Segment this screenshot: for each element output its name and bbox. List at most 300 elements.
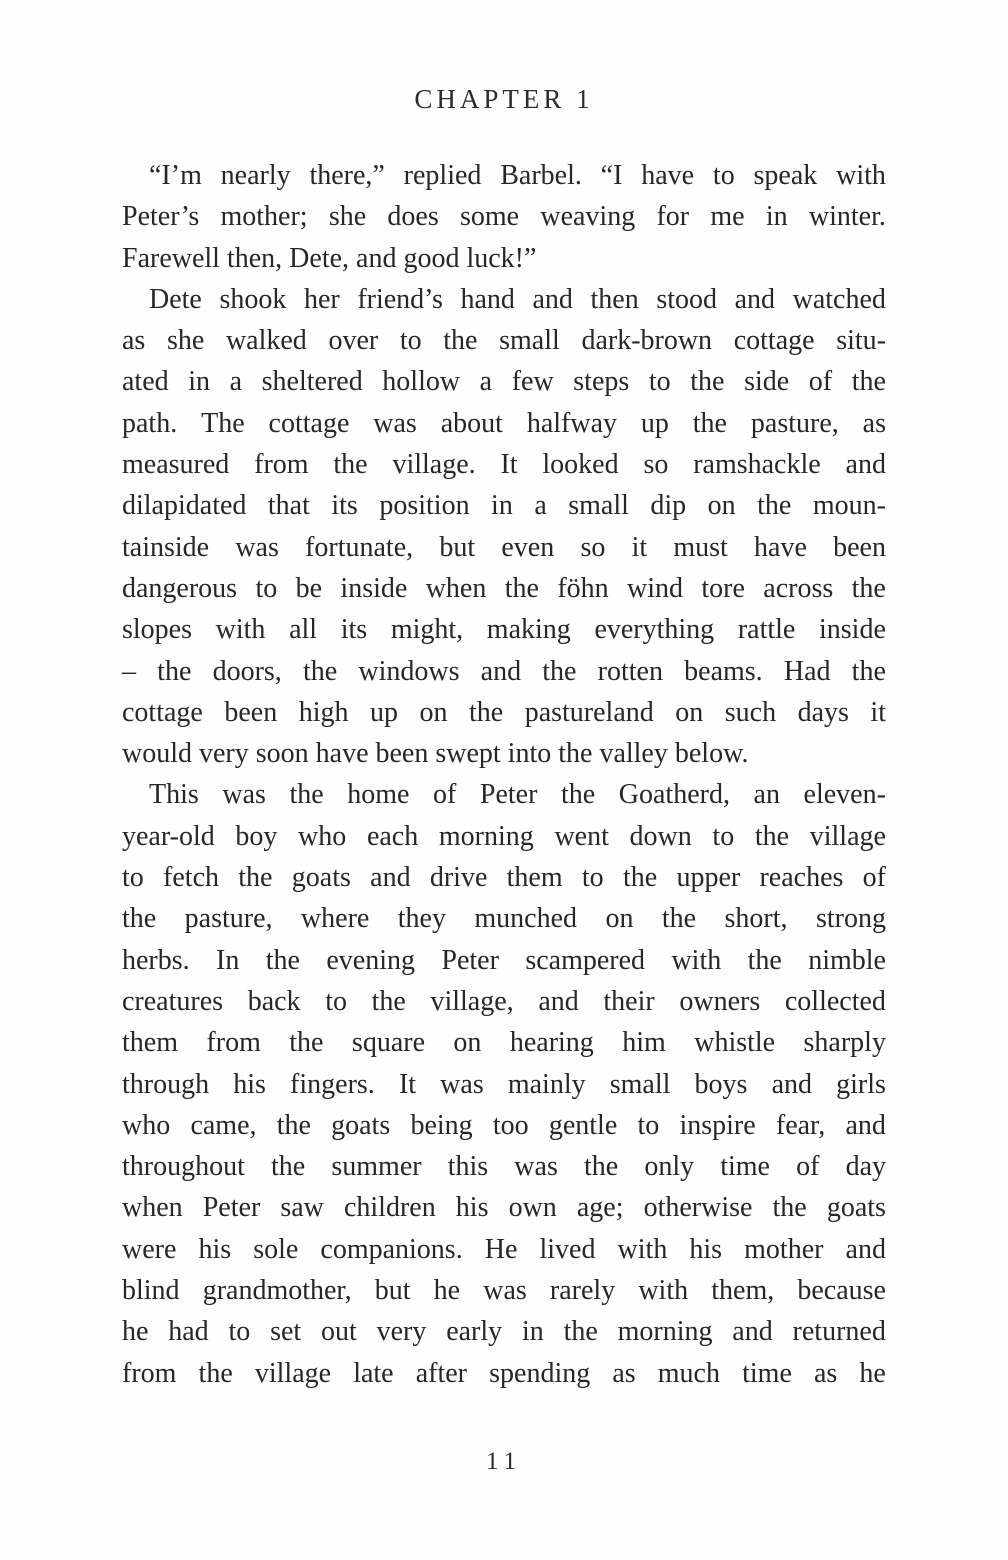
word: much xyxy=(657,1357,720,1389)
word: over xyxy=(328,325,379,357)
word: she xyxy=(328,201,367,233)
word: its xyxy=(340,614,368,646)
text-line xyxy=(122,1229,886,1270)
word: up xyxy=(640,407,669,439)
word: when xyxy=(122,1192,183,1224)
word: and xyxy=(480,655,522,687)
word: some xyxy=(460,201,520,233)
text-line xyxy=(122,1187,886,1228)
word: in xyxy=(188,366,211,398)
word: It xyxy=(398,1068,417,1100)
word: returned xyxy=(792,1316,886,1348)
text-line xyxy=(122,981,886,1022)
word: path. xyxy=(122,407,178,439)
word: was xyxy=(440,1068,484,1100)
word: in xyxy=(765,201,788,233)
word: hand xyxy=(460,283,515,315)
word: to xyxy=(712,820,735,852)
word: dip xyxy=(650,490,687,522)
word: the xyxy=(238,862,273,894)
word: a xyxy=(229,366,243,398)
word: evening xyxy=(326,944,416,976)
word: as xyxy=(813,1357,838,1389)
word: moun- xyxy=(812,490,886,522)
word: the xyxy=(563,1316,598,1348)
word: they xyxy=(397,903,446,935)
word: blind xyxy=(122,1275,180,1307)
word: high xyxy=(298,696,349,728)
word: on xyxy=(453,1027,482,1059)
word: up xyxy=(369,696,398,728)
word: of xyxy=(433,779,457,811)
word: be xyxy=(295,572,323,604)
word: to xyxy=(581,862,604,894)
text-line: Farewell then, Dete, and good luck!” xyxy=(122,242,537,274)
word: of xyxy=(862,862,886,894)
word: rarely xyxy=(549,1275,616,1307)
word: fear, xyxy=(775,1109,826,1141)
word: otherwise xyxy=(643,1192,753,1224)
word: measured xyxy=(122,449,230,481)
text-line xyxy=(122,1311,886,1352)
word: it xyxy=(631,531,648,563)
word: village. xyxy=(392,449,476,481)
word: the xyxy=(851,655,886,687)
word: rattle xyxy=(737,614,796,646)
word: home xyxy=(347,779,410,811)
word: who xyxy=(298,820,347,852)
word: goats xyxy=(826,1192,886,1224)
word: beams. xyxy=(684,655,763,687)
word: the xyxy=(851,572,886,604)
word: position xyxy=(379,490,470,522)
word: but xyxy=(374,1275,411,1307)
word: – xyxy=(122,655,136,687)
word: sole xyxy=(253,1233,299,1265)
word: been xyxy=(833,531,886,563)
word: the xyxy=(265,944,300,976)
word: to xyxy=(325,985,347,1017)
word: been xyxy=(224,696,278,728)
word: situ- xyxy=(836,325,886,357)
word: dilapidated xyxy=(122,490,247,522)
word: the xyxy=(757,490,792,522)
word: so xyxy=(580,531,606,563)
word: halfway xyxy=(526,407,617,439)
word: with xyxy=(671,944,722,976)
text-line xyxy=(122,403,886,444)
word: the xyxy=(468,696,504,728)
word: morning xyxy=(438,820,534,852)
word: small xyxy=(499,325,560,357)
word: hearing xyxy=(509,1027,594,1059)
word: Goatherd, xyxy=(618,779,730,811)
word: mainly xyxy=(507,1068,586,1100)
text-line xyxy=(122,527,886,568)
word: who xyxy=(122,1109,171,1141)
word: days xyxy=(797,696,849,728)
word: he xyxy=(859,1357,886,1389)
word: had xyxy=(168,1316,209,1348)
word: companions. xyxy=(320,1233,463,1265)
word: time xyxy=(720,1151,770,1183)
word: came, xyxy=(190,1109,257,1141)
word: Dete xyxy=(149,283,202,315)
word: his xyxy=(198,1233,232,1265)
word: does xyxy=(387,201,439,233)
word: was xyxy=(483,1275,527,1307)
word: village xyxy=(809,820,886,852)
word: windows xyxy=(358,655,460,687)
word: to xyxy=(399,325,422,357)
word: the xyxy=(289,1027,324,1059)
word: upper xyxy=(676,862,741,894)
word: each xyxy=(366,820,419,852)
text-line xyxy=(122,155,886,196)
word: It xyxy=(500,449,518,481)
word: cottage xyxy=(122,696,203,728)
word: tore xyxy=(701,572,745,604)
word: munched xyxy=(474,903,578,935)
word: the xyxy=(443,325,478,357)
word: Had xyxy=(783,655,831,687)
word: in xyxy=(491,490,513,522)
word: only xyxy=(644,1151,695,1183)
word: inspire xyxy=(679,1109,756,1141)
word: that xyxy=(267,490,310,522)
word: a xyxy=(479,366,493,398)
word: about xyxy=(440,407,503,439)
page-number: 11 xyxy=(485,1448,523,1475)
word: as xyxy=(612,1357,636,1389)
word: with xyxy=(215,614,266,646)
word: and xyxy=(845,449,886,481)
word: and xyxy=(538,985,579,1017)
word: square xyxy=(351,1027,425,1059)
word: few xyxy=(511,366,554,398)
word: throughout xyxy=(122,1151,245,1183)
word: such xyxy=(724,696,777,728)
text-line xyxy=(122,279,886,320)
word: doors, xyxy=(212,655,282,687)
word: was xyxy=(514,1151,558,1183)
word: the xyxy=(661,903,697,935)
word: own xyxy=(508,1192,557,1224)
word: inside xyxy=(819,614,886,646)
word: boys xyxy=(694,1068,748,1100)
word: pasture, xyxy=(750,407,839,439)
word: to xyxy=(637,1109,660,1141)
word: early xyxy=(446,1316,503,1348)
word: mother; xyxy=(220,201,308,233)
text-line xyxy=(122,568,886,609)
word: drive xyxy=(429,862,488,894)
word: his xyxy=(689,1233,723,1265)
word: inside xyxy=(340,572,408,604)
word: on xyxy=(605,903,634,935)
word: grandmother, xyxy=(202,1275,352,1307)
text-line xyxy=(122,692,886,733)
word: rotten xyxy=(597,655,663,687)
word: dangerous xyxy=(122,572,238,604)
word: and xyxy=(732,1316,773,1348)
word: boy xyxy=(235,820,278,852)
word: small xyxy=(609,1068,671,1100)
word: the xyxy=(289,779,324,811)
word: the xyxy=(692,407,727,439)
word: shook xyxy=(219,283,287,315)
text-line xyxy=(122,361,886,402)
word: were xyxy=(122,1233,177,1265)
word: the xyxy=(157,655,192,687)
word: strong xyxy=(815,903,886,935)
word: back xyxy=(247,985,301,1017)
word: everything xyxy=(594,614,715,646)
word: as xyxy=(862,407,886,439)
word: across xyxy=(763,572,834,604)
word: The xyxy=(201,407,245,439)
word: Peter xyxy=(202,1192,261,1224)
word: creatures xyxy=(122,985,224,1017)
word: friend’s xyxy=(357,283,443,315)
word: scampered xyxy=(525,944,646,976)
word: weaving xyxy=(540,201,636,233)
word: cottage xyxy=(733,325,815,357)
word: them xyxy=(506,862,563,894)
word: whistle xyxy=(694,1027,776,1059)
word: the xyxy=(271,1151,306,1183)
word: gentle xyxy=(548,1109,618,1141)
word: cottage xyxy=(268,407,350,439)
word: short, xyxy=(724,903,788,935)
word: he xyxy=(122,1316,149,1348)
text-line xyxy=(122,320,886,361)
word: village, xyxy=(430,985,514,1017)
word: He xyxy=(484,1233,518,1265)
word: sharply xyxy=(803,1027,886,1059)
word: Peter’s xyxy=(122,201,200,233)
word: from xyxy=(206,1027,261,1059)
word: Peter xyxy=(479,779,538,811)
word: the xyxy=(772,1192,807,1224)
word: fingers. xyxy=(290,1068,375,1100)
text-line xyxy=(122,898,886,939)
word: on xyxy=(707,490,736,522)
word: stood xyxy=(656,283,717,315)
word: speak xyxy=(753,160,818,191)
word: morning xyxy=(617,1316,713,1348)
word: through xyxy=(122,1068,210,1100)
text-line xyxy=(122,816,886,857)
word: him xyxy=(622,1027,666,1059)
word: then xyxy=(590,283,639,315)
word: the xyxy=(561,779,596,811)
word: pasture, xyxy=(184,903,273,935)
word: collected xyxy=(784,985,886,1017)
text-line xyxy=(122,1064,886,1105)
word: its xyxy=(331,490,358,522)
word: day xyxy=(845,1151,886,1183)
word: to xyxy=(228,1316,251,1348)
word: eleven- xyxy=(803,779,886,811)
word: fortunate, xyxy=(305,531,414,563)
word: nimble xyxy=(808,944,886,976)
text-line xyxy=(122,444,886,485)
word: summer xyxy=(331,1151,422,1183)
word: year-old xyxy=(122,820,215,852)
word: might, xyxy=(390,614,464,646)
word: from xyxy=(122,1357,177,1389)
word: there,” xyxy=(309,160,385,191)
text-line xyxy=(122,1270,886,1311)
word: steps xyxy=(573,366,630,398)
word: and xyxy=(370,862,411,894)
word: sheltered xyxy=(261,366,363,398)
word: föhn xyxy=(557,572,609,604)
word: looked xyxy=(542,449,619,481)
word: small xyxy=(568,490,629,522)
word: slopes xyxy=(122,614,192,646)
word: because xyxy=(797,1275,886,1307)
word: of xyxy=(808,366,833,398)
word: goats xyxy=(331,1109,391,1141)
word: have xyxy=(641,160,695,191)
word: and xyxy=(532,283,573,315)
word: too xyxy=(492,1109,529,1141)
word: “I xyxy=(600,160,623,191)
text-line xyxy=(122,485,886,526)
word: the xyxy=(122,903,157,935)
text-line: would very soon have been swept into the valley below. xyxy=(122,738,749,770)
word: goats xyxy=(291,862,351,894)
word: Barbel. xyxy=(500,160,582,191)
word: as xyxy=(122,325,146,357)
word: mother xyxy=(744,1233,824,1265)
word: and xyxy=(845,1109,886,1141)
word: the xyxy=(851,366,886,398)
word: the xyxy=(583,1151,619,1183)
word: age; xyxy=(576,1192,624,1224)
word: so xyxy=(643,449,669,481)
word: reaches xyxy=(759,862,844,894)
word: was xyxy=(222,779,266,811)
word: with xyxy=(836,160,886,191)
word: from xyxy=(254,449,309,481)
word: ated xyxy=(122,366,169,398)
word: village xyxy=(254,1357,332,1389)
text-line xyxy=(122,1353,886,1394)
word: very xyxy=(376,1316,427,1348)
word: nearly xyxy=(220,160,291,191)
word: was xyxy=(373,407,417,439)
word: out xyxy=(321,1316,357,1348)
chapter-heading: CHAPTER 1 xyxy=(414,84,594,114)
word: went xyxy=(554,820,609,852)
word: wind xyxy=(627,572,684,604)
body-text xyxy=(122,155,886,1394)
word: pastureland xyxy=(524,696,654,728)
word: replied xyxy=(403,160,482,191)
text-line xyxy=(122,1105,886,1146)
word: for xyxy=(656,201,690,233)
word: This xyxy=(149,779,199,811)
word: ramshackle xyxy=(693,449,821,481)
word: side xyxy=(744,366,790,398)
word: to xyxy=(255,572,278,604)
word: in xyxy=(521,1316,544,1348)
text-line xyxy=(122,1146,886,1187)
word: after xyxy=(415,1357,468,1389)
word: he xyxy=(433,1275,461,1307)
word: to xyxy=(648,366,671,398)
word: their xyxy=(603,985,655,1017)
word: late xyxy=(353,1357,394,1389)
word: “I’m xyxy=(149,160,202,191)
word: time xyxy=(742,1357,792,1389)
word: tainside xyxy=(122,531,210,563)
word: saw xyxy=(280,1192,324,1224)
word: all xyxy=(289,614,318,646)
text-line xyxy=(122,1022,886,1063)
word: the xyxy=(542,655,577,687)
text-line xyxy=(122,857,886,898)
word: the xyxy=(754,820,790,852)
text-line xyxy=(122,651,886,692)
word: even xyxy=(501,531,555,563)
word: the xyxy=(276,1109,311,1141)
word: spending xyxy=(489,1357,591,1389)
word: her xyxy=(303,283,340,315)
word: on xyxy=(419,696,448,728)
word: to xyxy=(712,160,735,191)
word: this xyxy=(447,1151,489,1183)
word: have xyxy=(754,531,807,563)
text-line xyxy=(122,609,886,650)
word: dark-brown xyxy=(581,325,713,357)
word: down xyxy=(629,820,692,852)
word: walked xyxy=(225,325,307,357)
word: owners xyxy=(679,985,761,1017)
word: it xyxy=(870,696,886,728)
text-line xyxy=(122,774,886,815)
word: and xyxy=(845,1233,886,1265)
word: to xyxy=(122,862,144,894)
word: the xyxy=(747,944,782,976)
word: being xyxy=(410,1109,473,1141)
word: In xyxy=(216,944,240,976)
word: the xyxy=(333,449,368,481)
word: must xyxy=(673,531,728,563)
word: set xyxy=(270,1316,302,1348)
word: with xyxy=(617,1233,668,1265)
word: of xyxy=(796,1151,820,1183)
word: the xyxy=(690,366,725,398)
word: hollow xyxy=(382,366,461,398)
word: and xyxy=(771,1068,812,1100)
word: on xyxy=(675,696,704,728)
word: the xyxy=(302,655,338,687)
word: fetch xyxy=(163,862,220,894)
word: herbs. xyxy=(122,944,190,976)
word: me xyxy=(710,201,745,233)
text-line xyxy=(122,940,886,981)
word: his xyxy=(233,1068,266,1100)
word: making xyxy=(486,614,571,646)
word: them, xyxy=(711,1275,775,1307)
word: when xyxy=(425,572,487,604)
word: an xyxy=(753,779,780,811)
word: girls xyxy=(836,1068,886,1100)
